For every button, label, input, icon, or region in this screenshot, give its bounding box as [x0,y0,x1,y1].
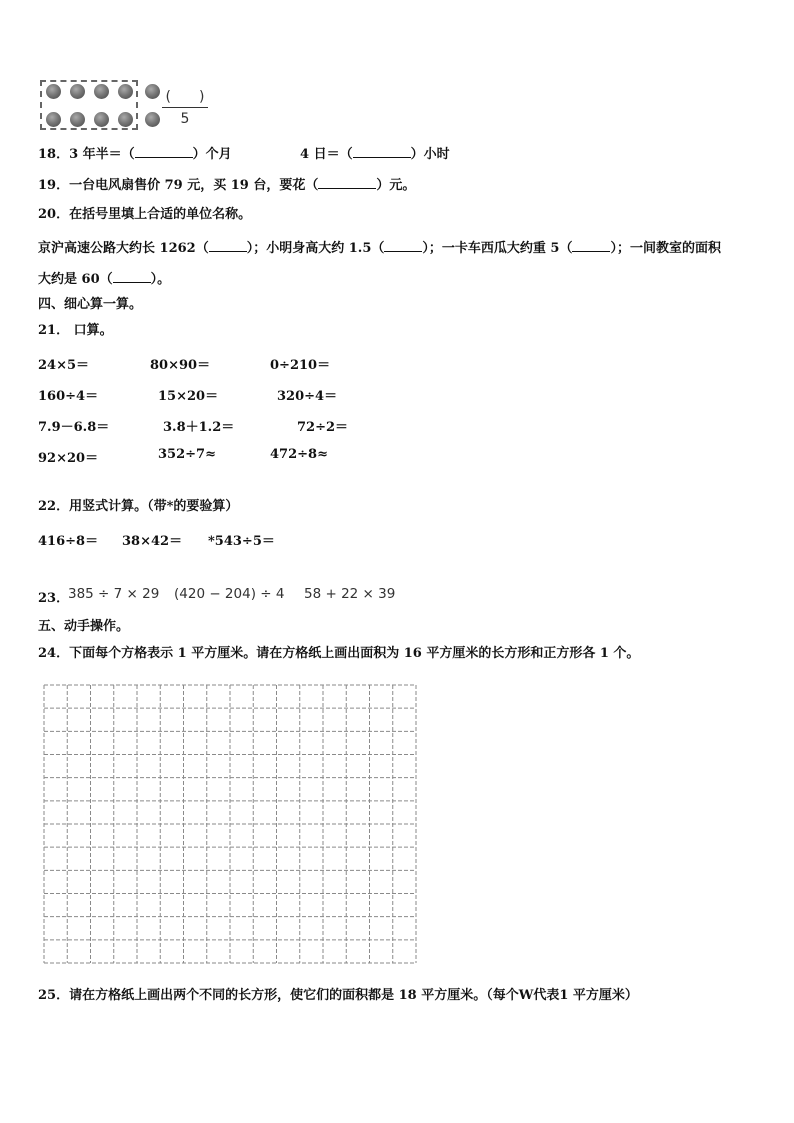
question-20-title: 20．在括号里填上合适的单位名称。 [38,207,252,222]
dot [46,84,61,99]
vertical-calc-item: 416÷8＝ [38,534,99,549]
answer-blank[interactable] [318,176,376,189]
vertical-calc-item: *543÷5＝ [208,534,275,549]
answer-blank[interactable] [353,145,411,158]
mental-math-item: 160÷4＝ [38,389,99,404]
dot [46,112,61,127]
answer-blank[interactable] [209,239,247,252]
answer-blank[interactable] [384,239,422,252]
dot [70,112,85,127]
answer-blank[interactable] [113,270,151,283]
mental-math-item: 72÷2＝ [297,420,349,435]
dot [94,112,109,127]
mental-math-item: 7.9－6.8＝ [38,420,110,435]
question-24: 24．下面每个方格表示 1 平方厘米。请在方格纸上画出面积为 16 平方厘米的长方形和正方形各 1 个。 [38,646,640,661]
question-18: 18．3 年半＝（ ）个月 [38,147,232,162]
mental-math-item: 320÷4＝ [277,389,338,404]
section-5-heading: 五、动手操作。 [38,619,130,634]
dot [145,84,160,99]
section-4-heading: 四、细心算一算。 [38,297,143,312]
expression: 385 ÷ 7 × 29 [68,586,160,602]
expression: (420 − 204) ÷ 4 [174,586,285,602]
question-25: 25．请在方格纸上画出两个不同的长方形，使它们的面积都是 18 平方厘米。（每个W代表1 平方厘米） [38,988,638,1003]
fraction-answer[interactable] [162,86,208,127]
mental-math-item: 80×90＝ [150,358,211,373]
mental-math-item: 0÷210＝ [270,358,331,373]
dot [70,84,85,99]
mental-math-item: 3.8＋1.2＝ [163,420,235,435]
fraction-numerator[interactable]: ( ) [162,86,208,108]
expression: 58 + 22 × 39 [304,586,396,602]
answer-blank[interactable] [135,145,193,158]
question-22-title: 22．用竖式计算。（带*的要验算） [38,499,239,514]
question-19: 19．一台电风扇售价 79 元，买 19 台，要花（ ）元。 [38,178,416,193]
dot [118,84,133,99]
question-20-line2: 大约是 60（ ）。 [38,272,171,287]
dot [94,84,109,99]
fraction-denominator: 5 [180,111,190,127]
question-20-line1: 京沪高速公路大约长 1262（ ）；小明身高大约 1.5（ ）；一卡车西瓜大约重 5（ ）；一间教室的面积 [38,241,721,256]
answer-blank[interactable] [572,239,610,252]
mental-math-item: 24×5＝ [38,358,90,373]
mental-math-item: 472÷8≈ [270,447,328,462]
dot [145,112,160,127]
question-21-title: 21． 口算。 [38,323,113,338]
mental-math-item: 92×20＝ [38,451,99,466]
vertical-calc-item: 38×42＝ [122,534,183,549]
grid-paper[interactable] [42,683,418,965]
question-18-part2: 4 日＝（ ）小时 [300,147,450,162]
mental-math-item: 15×20＝ [158,389,219,404]
mental-math-item: 352÷7≈ [158,447,216,462]
dot [118,112,133,127]
